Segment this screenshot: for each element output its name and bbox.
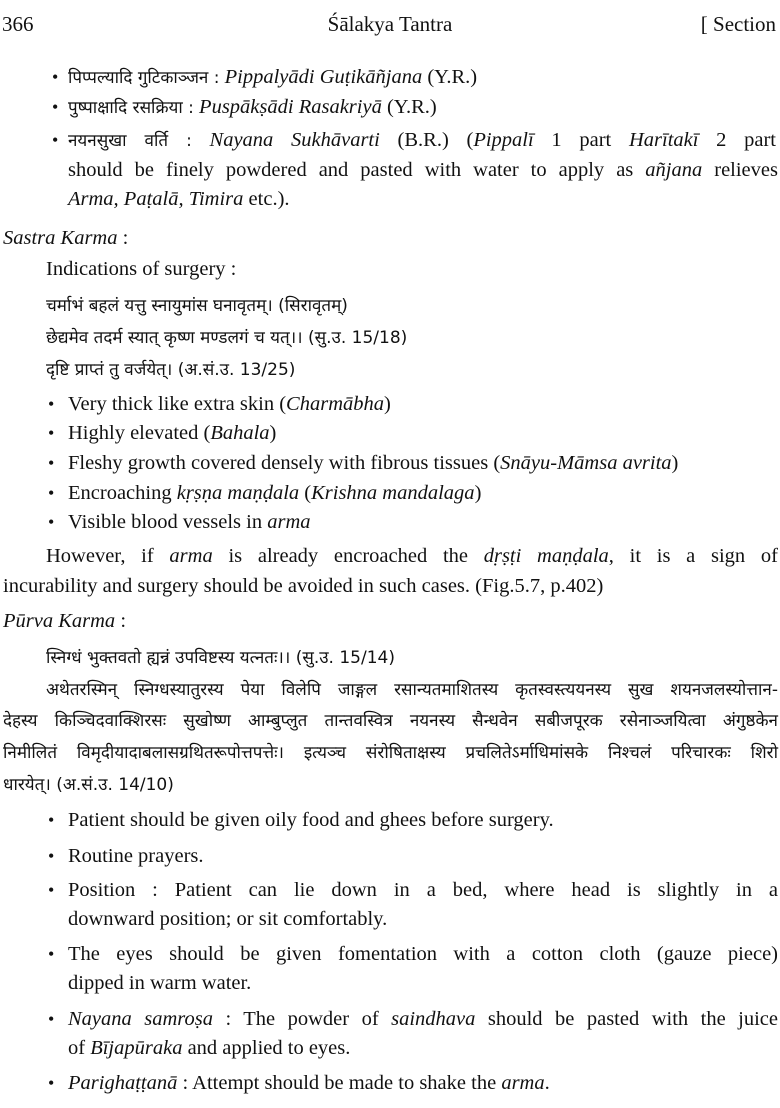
paragraph-line (68, 1035, 350, 1062)
term: Krishna mandalaga (311, 482, 475, 504)
list-item (68, 127, 776, 155)
sanskrit-term: पुष्पाक्षादि रसक्रिया : (68, 98, 194, 118)
bullet-icon: • (52, 97, 59, 117)
term: Bījapūraka (90, 1037, 183, 1059)
term: Bahala (210, 422, 270, 444)
text: Visible blood vessels in (68, 511, 268, 533)
bullet-icon: • (48, 880, 55, 900)
text: , it is a sign of (608, 545, 778, 567)
heading-colon: : (115, 610, 127, 632)
heading-text: Pūrva Karma (3, 610, 116, 632)
section-heading (3, 225, 128, 252)
term: dṛṣṭi maṇḍala (483, 545, 609, 567)
paragraph-line (46, 543, 778, 570)
bullet-icon: • (48, 453, 55, 473)
list-item (68, 420, 276, 447)
text: Fleshy growth covered densely with fibrous tissues ( (68, 452, 501, 474)
text: etc.). (243, 188, 290, 210)
sanskrit-verse: देहस्य किञ्चिदवाक्शिरसः सुखोष्ण आम्बुप्लुत तान्तवस्वित्र नयनस्य सैन्धवेन सबीजपूरक रसेनाञ्जयित्वा अंगुष्ठकेन (3, 711, 778, 731)
text: 2 part (698, 129, 777, 151)
text: ) (269, 422, 277, 444)
subheading: Indications of surgery : (46, 258, 237, 280)
bullet-icon: • (52, 67, 59, 87)
term: arma (169, 545, 213, 567)
text: However, if (46, 545, 170, 567)
bullet-icon: • (48, 810, 55, 830)
text: 1 part (533, 129, 629, 151)
ingredient: Harītakī (628, 129, 699, 151)
bullet-icon: • (48, 944, 55, 964)
sanskrit-term: नयनसुखा वर्ति : (68, 131, 192, 151)
sanskrit-verse: छेद्यमेव तदर्म स्यात् कृष्ण मण्डलगं च यत्।। (सु.उ. 15/18) (46, 328, 408, 348)
bullet-icon: • (48, 483, 55, 503)
formulation-name: Nayana Sukhāvarti (209, 129, 380, 151)
sanskrit-verse: धारयेत्। (अ.सं.उ. 14/10) (3, 775, 174, 795)
text: ) (384, 393, 391, 415)
text: Highly elevated ( (68, 422, 211, 444)
paragraph-line: downward position; or sit comfortably. (68, 908, 388, 930)
bullet-icon: • (48, 846, 55, 866)
bullet-icon: • (48, 1073, 55, 1093)
list-item (68, 1006, 778, 1033)
running-title: Śālakya Tantra (327, 12, 453, 36)
sanskrit-verse: दृष्टि प्राप्तं तु वर्जयेत्। (अ.सं.उ. 13/25) (46, 360, 296, 380)
text: and applied to eyes. (182, 1037, 351, 1059)
text: Encroaching (68, 482, 177, 504)
bullet-icon: • (52, 130, 59, 150)
term: arma (267, 511, 311, 533)
section-heading (3, 608, 126, 635)
sanskrit-verse: चर्माभं बहलं यत्तु स्नायुमांस घनावृतम्। (सिरावृतम्) (46, 296, 348, 316)
list-item (68, 64, 477, 92)
paragraph-line (68, 157, 778, 184)
conditions: Arma, Paṭalā, Timira (68, 188, 244, 210)
list-item: Routine prayers. (68, 845, 204, 867)
term: kṛṣṇa maṇḍala (176, 482, 300, 504)
list-item (68, 391, 391, 418)
heading-text: Sastra Karma (3, 227, 118, 249)
sanskrit-verse: निमीलितं विमृदीयादाबलासग्रथितरूपोत्तपत्तेः। इत्यञ्च संरोषिताक्षस्य प्रचलितेऽर्माधिमांसके निश्चलं परिचारकः शिरो (3, 743, 778, 763)
text: should be finely powdered and pasted with water to apply as (68, 159, 646, 181)
section-label: [ Section (700, 12, 776, 36)
list-item: Position : Patient can lie down in a bed, where head is slightly in a (68, 879, 778, 901)
text: . (544, 1072, 550, 1094)
text: ) (474, 482, 482, 504)
bullet-icon: • (48, 394, 55, 414)
sanskrit-verse: स्निग्धं भुक्तवतो ह्यन्नं उपविष्टस्य यत्नतः।। (सु.उ. 15/14) (46, 648, 395, 668)
sanskrit-term: पिप्पल्यादि गुटिकाञ्जन : (68, 68, 220, 88)
list-item (68, 94, 437, 122)
bullet-icon: • (48, 1009, 55, 1029)
page-number: 366 (2, 12, 34, 36)
reference: (Y.R.) (386, 96, 437, 118)
term: Parighaṭṭanā (68, 1072, 178, 1094)
text: ) (671, 452, 679, 474)
list-item (68, 480, 481, 507)
text: : The powder of (212, 1008, 392, 1030)
reference: (B.R.) ( (397, 129, 474, 151)
term: Charmābha (286, 393, 385, 415)
text: : Attempt should be made to shake the (177, 1072, 502, 1094)
text: is already encroached the (212, 545, 484, 567)
paragraph-line: incurability and surgery should be avoided in such cases. (Fig.5.7, p.402) (3, 575, 604, 597)
term: saindhava (391, 1008, 476, 1030)
text: should be pasted with the juice (475, 1008, 778, 1030)
term: Nayana samroṣa (68, 1008, 213, 1030)
formulation-name: Pippalyādi Guṭikāñjana (224, 66, 423, 88)
text: Very thick like extra skin ( (68, 393, 287, 415)
term: arma (501, 1072, 545, 1094)
bullet-icon: • (48, 423, 55, 443)
formulation-name: Puspākṣādi Rasakriyā (199, 96, 382, 118)
paragraph-line (68, 186, 290, 213)
list-item (68, 509, 311, 536)
list-item (68, 1070, 550, 1097)
bullet-icon: • (48, 512, 55, 532)
heading-colon: : (117, 227, 129, 249)
ingredient: Pippalī (473, 129, 534, 151)
list-item: The eyes should be given fomentation with a cotton cloth (gauze piece) (68, 943, 778, 965)
term: Snāyu-Māmsa avrita (500, 452, 672, 474)
list-item (68, 450, 678, 477)
sanskrit-verse: अथेतरस्मिन् स्निग्धस्यातुरस्य पेया विलेपि जाङ्गल रसान्यतमाशितस्य कृतस्वस्त्ययनस्य सुख शयनजलस्योत्तान- (46, 680, 778, 700)
text: relieves (702, 159, 778, 181)
list-item: Patient should be given oily food and ghees before surgery. (68, 809, 554, 831)
paragraph-line: dipped in warm water. (68, 972, 252, 994)
reference: (Y.R.) (427, 66, 478, 88)
text: ( (299, 482, 312, 504)
term: añjana (645, 159, 703, 181)
text: of (68, 1037, 91, 1059)
